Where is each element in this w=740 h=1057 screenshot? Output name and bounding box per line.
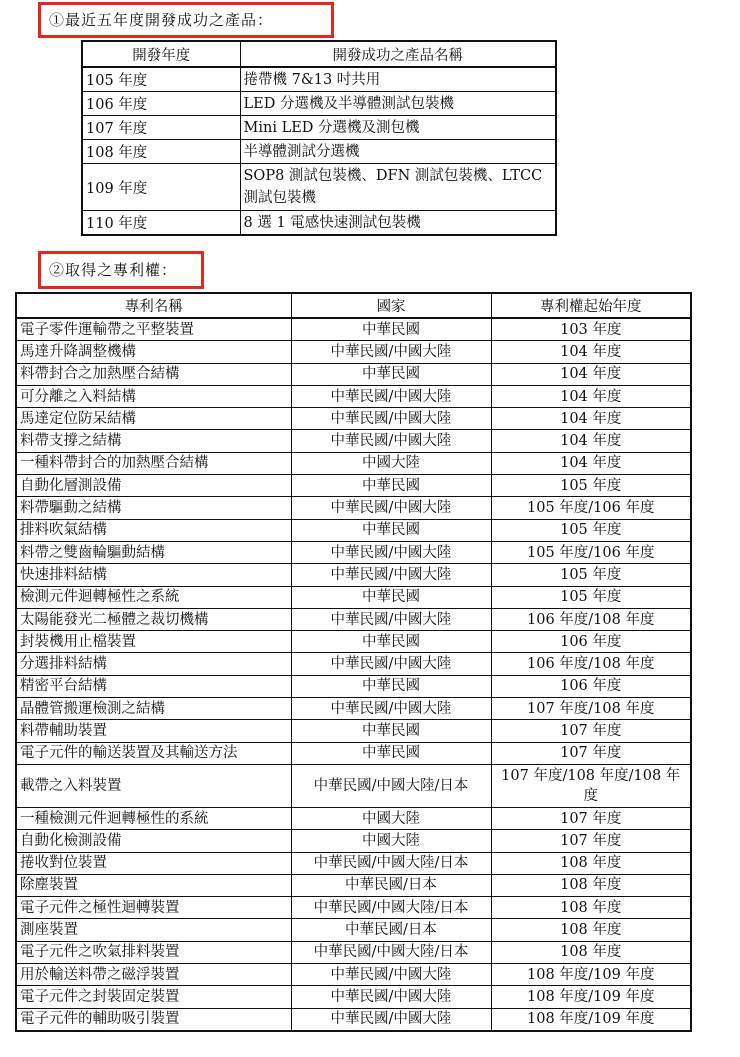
patent-country-cell: 中華民國/中國大陸 [291,408,491,430]
patent-country-cell: 中華民國/中國大陸 [291,497,491,519]
patent-year-cell: 107 年度 [491,720,691,742]
patent-year-cell: 103 年度 [491,318,691,341]
patent-year-cell: 108 年度 [491,897,691,919]
patent-country-cell: 中華民國 [291,631,491,653]
patent-country-cell: 中華民國/中國大陸 [291,964,491,986]
table-row [16,452,691,474]
patent-year-cell: 104 年度 [491,363,691,385]
patent-name-cell: 捲收對位裝置 [16,852,291,874]
patent-country-cell: 中華民國/中國大陸 [291,541,491,563]
table-row [82,116,556,140]
section-label-text: ①最近五年度開發成功之產品： [49,10,274,29]
table-row [16,385,691,407]
patent-year-cell: 105 年度/106 年度 [491,541,691,563]
patent-name-cell: 精密平台結構 [16,675,291,697]
header-start-year: 專利權起始年度 [491,293,691,318]
table-row [16,564,691,586]
patent-year-cell: 106 年度 [491,631,691,653]
patent-country-cell: 中華民國/中國大陸/日本 [291,941,491,963]
patents-table [15,292,692,1032]
product-name-cell: 半導體測試分選機 [240,140,556,164]
table-row [16,874,691,896]
patent-country-cell: 中華民國/中國大陸/日本 [291,764,491,807]
table-row [16,363,691,385]
patent-name-cell: 除塵裝置 [16,874,291,896]
patent-country-cell: 中華民國 [291,742,491,764]
patent-name-cell: 快速排料結構 [16,564,291,586]
product-year-cell: 109 年度 [82,164,240,211]
patent-name-cell: 電子元件之吹氣排料裝置 [16,941,291,963]
table-header-row [16,293,691,318]
table-row [16,764,691,807]
patent-name-cell: 電子元件之封裝固定裝置 [16,986,291,1008]
product-year-cell: 108 年度 [82,140,240,164]
table-row [16,653,691,675]
table-row [16,631,691,653]
products-table [81,40,557,236]
product-name-cell: SOP8 測試包裝機、DFN 測試包裝機、LTCC 測試包裝機 [240,164,556,211]
table-row [82,211,556,236]
patent-name-cell: 自動化檢測設備 [16,830,291,852]
table-row [82,67,556,92]
patent-name-cell: 馬達升降調整機構 [16,341,291,363]
section-label-text: ②取得之專利權： [49,260,178,279]
patent-name-cell: 馬達定位防呆結構 [16,408,291,430]
patent-name-cell: 用於輸送料帶之磁浮裝置 [16,964,291,986]
patent-name-cell: 載帶之入料裝置 [16,764,291,807]
patent-name-cell: 料帶封合之加熱壓合結構 [16,363,291,385]
table-header-row [82,41,556,67]
patent-year-cell: 108 年度 [491,874,691,896]
patent-country-cell: 中華民國/日本 [291,919,491,941]
patent-name-cell: 測座裝置 [16,919,291,941]
patent-year-cell: 104 年度 [491,452,691,474]
patent-year-cell: 107 年度/108 年度 [491,698,691,720]
patent-year-cell: 104 年度 [491,341,691,363]
table-row [16,720,691,742]
patent-name-cell: 檢測元件迴轉極性之系統 [16,586,291,608]
patent-country-cell: 中華民國 [291,475,491,497]
patent-country-cell: 中國大陸 [291,452,491,474]
patent-name-cell: 料帶輔助裝置 [16,720,291,742]
patent-country-cell: 中華民國 [291,363,491,385]
product-year-cell: 110 年度 [82,211,240,236]
patent-name-cell: 晶體管搬運檢測之結構 [16,698,291,720]
patent-year-cell: 108 年度/109 年度 [491,964,691,986]
table-row [16,807,691,829]
patent-year-cell: 107 年度/108 年度/108 年度 [491,764,691,807]
product-year-cell: 105 年度 [82,67,240,92]
patent-year-cell: 105 年度 [491,586,691,608]
patent-country-cell: 中華民國/中國大陸/日本 [291,897,491,919]
patent-year-cell: 105 年度 [491,475,691,497]
patent-year-cell: 108 年度/109 年度 [491,1008,691,1031]
patent-country-cell: 中華民國 [291,318,491,341]
product-year-cell: 106 年度 [82,92,240,116]
patent-name-cell: 封裝機用止檔裝置 [16,631,291,653]
patent-name-cell: 一種檢測元件迴轉極性的系統 [16,807,291,829]
patent-name-cell: 料帶支撐之結構 [16,430,291,452]
patent-year-cell: 108 年度 [491,919,691,941]
table-row [16,919,691,941]
patent-name-cell: 排料吹氣結構 [16,519,291,541]
table-row [16,964,691,986]
patent-name-cell: 自動化層測設備 [16,475,291,497]
section-label-patents [38,251,204,289]
product-name-cell: Mini LED 分選機及測包機 [240,116,556,140]
product-year-cell: 107 年度 [82,116,240,140]
table-row [82,164,556,211]
header-product-name: 開發成功之產品名稱 [240,41,556,67]
patent-country-cell: 中華民國/中國大陸 [291,1008,491,1031]
table-row [16,497,691,519]
table-row [16,852,691,874]
table-row [16,408,691,430]
patent-country-cell: 中華民國/中國大陸 [291,698,491,720]
patent-country-cell: 中華民國 [291,675,491,697]
patent-year-cell: 105 年度 [491,519,691,541]
table-row [16,986,691,1008]
patent-country-cell: 中華民國 [291,586,491,608]
patent-year-cell: 107 年度 [491,742,691,764]
patent-name-cell: 太陽能發光二極體之裁切機構 [16,608,291,630]
table-row [82,140,556,164]
patent-country-cell: 中華民國/中國大陸 [291,430,491,452]
header-country: 國家 [291,293,491,318]
patent-name-cell: 可分離之入料結構 [16,385,291,407]
patent-year-cell: 104 年度 [491,430,691,452]
patent-year-cell: 106 年度/108 年度 [491,653,691,675]
header-dev-year: 開發年度 [82,41,240,67]
patent-name-cell: 料帶之雙齒輪驅動結構 [16,541,291,563]
patent-name-cell: 分選排料結構 [16,653,291,675]
patent-year-cell: 105 年度 [491,564,691,586]
patent-country-cell: 中華民國/中國大陸 [291,608,491,630]
patent-year-cell: 108 年度/109 年度 [491,986,691,1008]
table-row [16,941,691,963]
section-label-products [38,2,334,38]
patent-year-cell: 106 年度/108 年度 [491,608,691,630]
table-row [16,742,691,764]
product-name-cell: 8 選 1 電感快速測試包裝機 [240,211,556,236]
table-row [16,675,691,697]
patent-name-cell: 電子零件運輸帶之平整裝置 [16,318,291,341]
patent-country-cell: 中華民國/中國大陸 [291,341,491,363]
patent-year-cell: 108 年度 [491,852,691,874]
patent-country-cell: 中華民國/中國大陸/日本 [291,852,491,874]
table-row [16,541,691,563]
patent-name-cell: 一種料帶封合的加熱壓合結構 [16,452,291,474]
patent-name-cell: 電子元件的輔助吸引裝置 [16,1008,291,1031]
patent-year-cell: 108 年度 [491,941,691,963]
patent-country-cell: 中華民國 [291,720,491,742]
header-patent-name: 專利名稱 [16,293,291,318]
table-row [16,830,691,852]
product-name-cell: 捲帶機 7&13 吋共用 [240,67,556,92]
patent-year-cell: 107 年度 [491,807,691,829]
patent-year-cell: 105 年度/106 年度 [491,497,691,519]
table-row [16,341,691,363]
table-row [16,698,691,720]
table-row [16,318,691,341]
table-row [16,897,691,919]
table-row [16,608,691,630]
table-row [82,92,556,116]
patent-country-cell: 中華民國/中國大陸 [291,385,491,407]
patent-country-cell: 中華民國/中國大陸 [291,653,491,675]
patent-name-cell: 電子元件之極性迴轉裝置 [16,897,291,919]
product-name-cell: LED 分選機及半導體測試包裝機 [240,92,556,116]
table-row [16,430,691,452]
patent-year-cell: 104 年度 [491,408,691,430]
patent-year-cell: 106 年度 [491,675,691,697]
patent-country-cell: 中華民國/中國大陸 [291,564,491,586]
patent-name-cell: 料帶驅動之結構 [16,497,291,519]
patent-country-cell: 中華民國/中國大陸 [291,986,491,1008]
table-row [16,1008,691,1031]
patent-name-cell: 電子元件的輸送裝置及其輸送方法 [16,742,291,764]
table-row [16,519,691,541]
patent-year-cell: 107 年度 [491,830,691,852]
table-row [16,475,691,497]
patent-country-cell: 中國大陸 [291,807,491,829]
patent-country-cell: 中國大陸 [291,830,491,852]
patent-country-cell: 中華民國/日本 [291,874,491,896]
patent-country-cell: 中華民國 [291,519,491,541]
patent-year-cell: 104 年度 [491,385,691,407]
table-row [16,586,691,608]
